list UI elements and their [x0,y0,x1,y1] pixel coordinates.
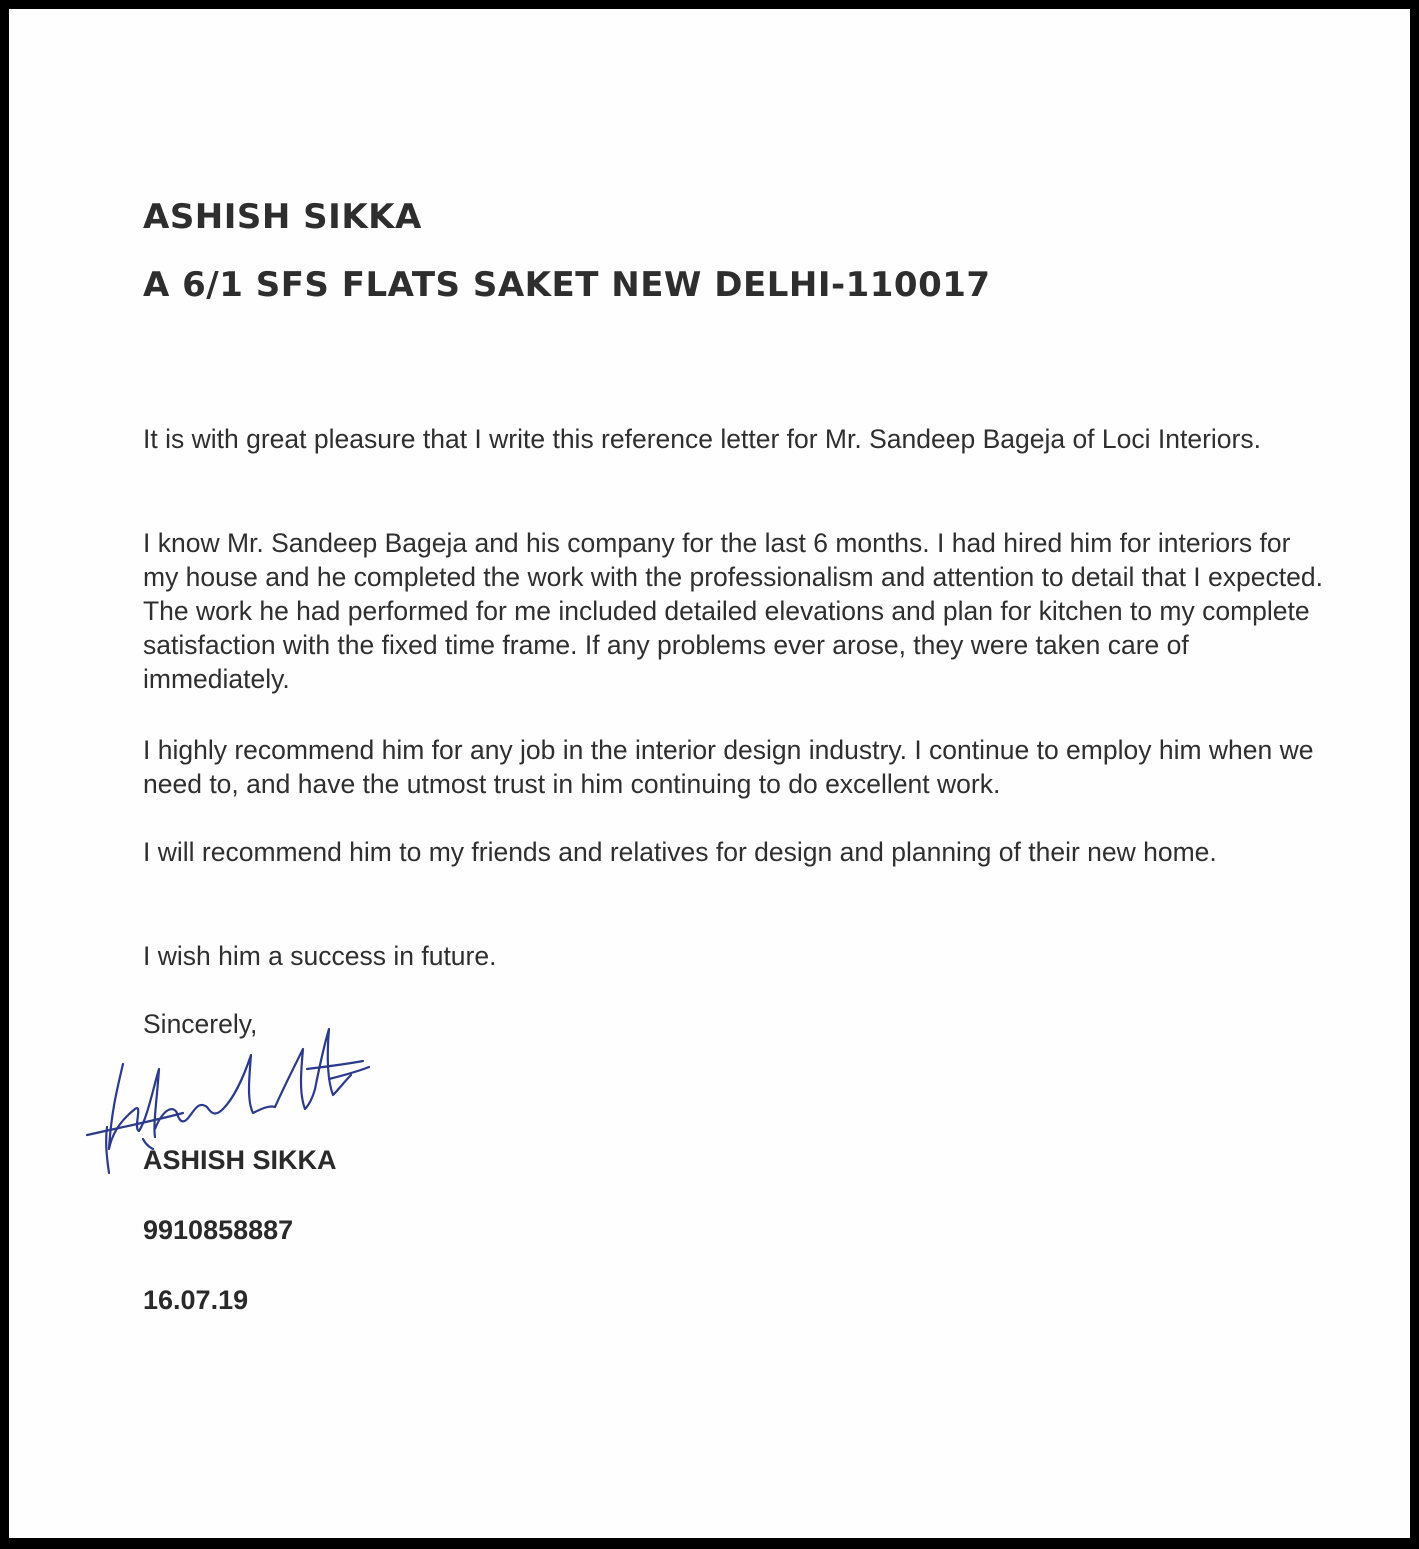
signatory-phone: 9910858887 [143,1215,294,1245]
paragraph-experience: I know Mr. Sandeep Bageja and his company for the last 6 months. I had hired him for interiors for my house and he completed the work with the professionalism and attention to detail that I expected. The work he had performed for me included detailed elevations and plan for kitchen to my complete satisfaction with the fixed time frame. If any problems ever arose, they were taken care of immediately. [143,528,1323,694]
letter-date: 16.07.19 [143,1285,249,1315]
signatory-name: ASHISH SIKKA [143,1145,337,1175]
closing-salutation: Sincerely, [143,1009,258,1039]
letterhead-address: A 6/1 SFS FLATS SAKET NEW DELHI-110017 [143,265,991,305]
paragraph-referral: I will recommend him to my friends and relatives for design and planning of their new home. [143,837,1217,867]
paragraph-intro: It is with great pleasure that I write this reference letter for Mr. Sandeep Bageja of Loci Interiors. [143,424,1261,454]
letterhead-name: ASHISH SIKKA [143,197,422,237]
paragraph-recommendation: I highly recommend him for any job in the interior design industry. I continue to employ him when we need to, and have the utmost trust in him continuing to do excellent work. [143,735,1314,799]
paragraph-wishes: I wish him a success in future. [143,941,497,971]
